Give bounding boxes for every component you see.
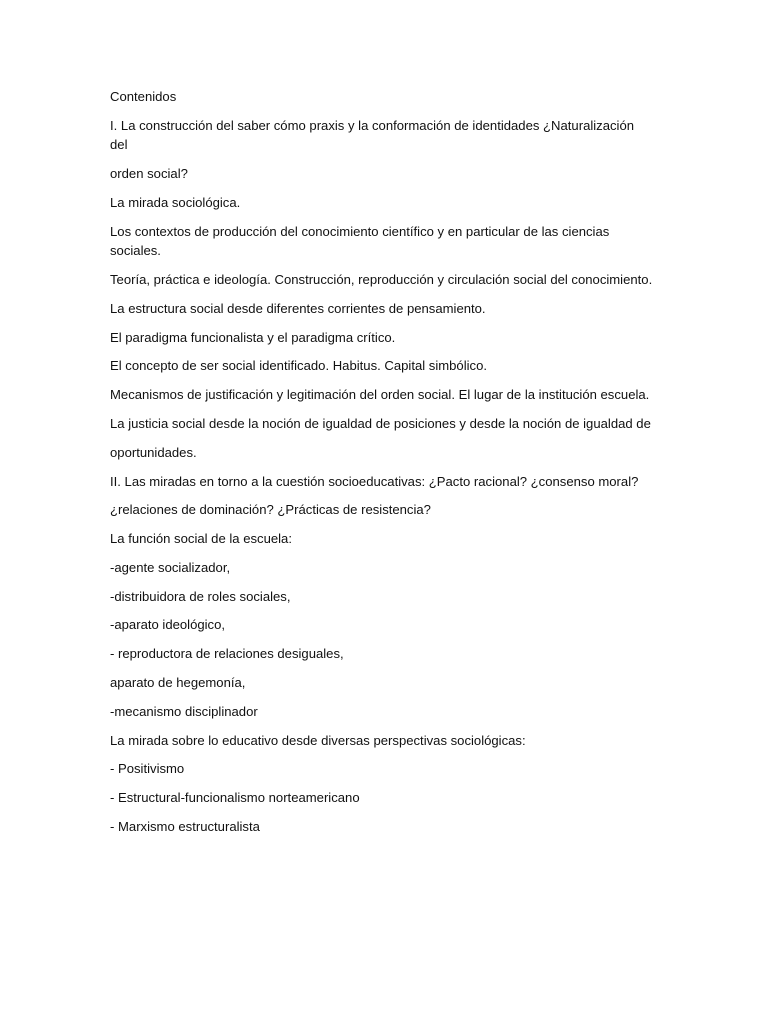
paragraph-orden-social: orden social?: [110, 166, 188, 182]
paragraph-oportunidades: oportunidades.: [110, 444, 197, 460]
paragraph-justicia-social: La justicia social desde la noción de igualdad de posiciones y desde la noción de igualdad de: [110, 416, 651, 431]
paragraph-relaciones-dominacion: ¿relaciones de dominación? ¿Prácticas de resistencia?: [110, 502, 431, 518]
paragraph-section-1-title: I. La construcción del saber cómo praxis y la conformación de identidades ¿Naturalización del: [110, 117, 635, 153]
list-item-estructural-funcionalismo: - Estructural-funcionalismo norteamericano: [110, 790, 360, 806]
list-item-aparato-hegemonia: aparato de hegemonía,: [110, 675, 246, 691]
paragraph-contextos-produccion: Los contextos de producción del conocimiento científico y en particular de las ciencias sociales.: [110, 223, 610, 259]
list-item-agente-socializador: -agente socializador,: [110, 559, 231, 575]
list-item-reproductora: - reproductora de relaciones desiguales,: [110, 646, 344, 662]
paragraph-funcion-social: La función social de la escuela:: [110, 531, 292, 547]
paragraph-teoria-practica: Teoría, práctica e ideología. Construcción, reproducción y circulación social del conocimiento.: [110, 272, 653, 288]
heading-contenidos: Contenidos: [110, 89, 177, 104]
list-item-marxismo-estructuralista: - Marxismo estructuralista: [110, 818, 260, 834]
paragraph-ser-social: El concepto de ser social identificado. Habitus. Capital simbólico.: [110, 358, 488, 374]
list-item-mecanismo-disciplinador: -mecanismo disciplinador: [110, 703, 258, 719]
paragraph-mirada-sociologica: La mirada sociológica.: [110, 194, 241, 210]
paragraph-section-2-title: II. Las miradas en torno a la cuestión socioeducativas: ¿Pacto racional? ¿consenso moral?: [110, 473, 639, 489]
document-page: [110, 87, 655, 846]
list-item-distribuidora-roles: -distribuidora de roles sociales,: [110, 588, 291, 604]
list-item-positivismo: - Positivismo: [110, 761, 185, 777]
paragraph-perspectivas-sociologicas: La mirada sobre lo educativo desde diversas perspectivas sociológicas:: [110, 732, 526, 748]
paragraph-paradigmas: El paradigma funcionalista y el paradigma crítico.: [110, 329, 396, 345]
list-item-aparato-ideologico: -aparato ideológico,: [110, 617, 226, 633]
paragraph-estructura-social: La estructura social desde diferentes corrientes de pensamiento.: [110, 300, 486, 316]
paragraph-mecanismos: Mecanismos de justificación y legitimación del orden social. El lugar de la institución escuela.: [110, 387, 650, 403]
